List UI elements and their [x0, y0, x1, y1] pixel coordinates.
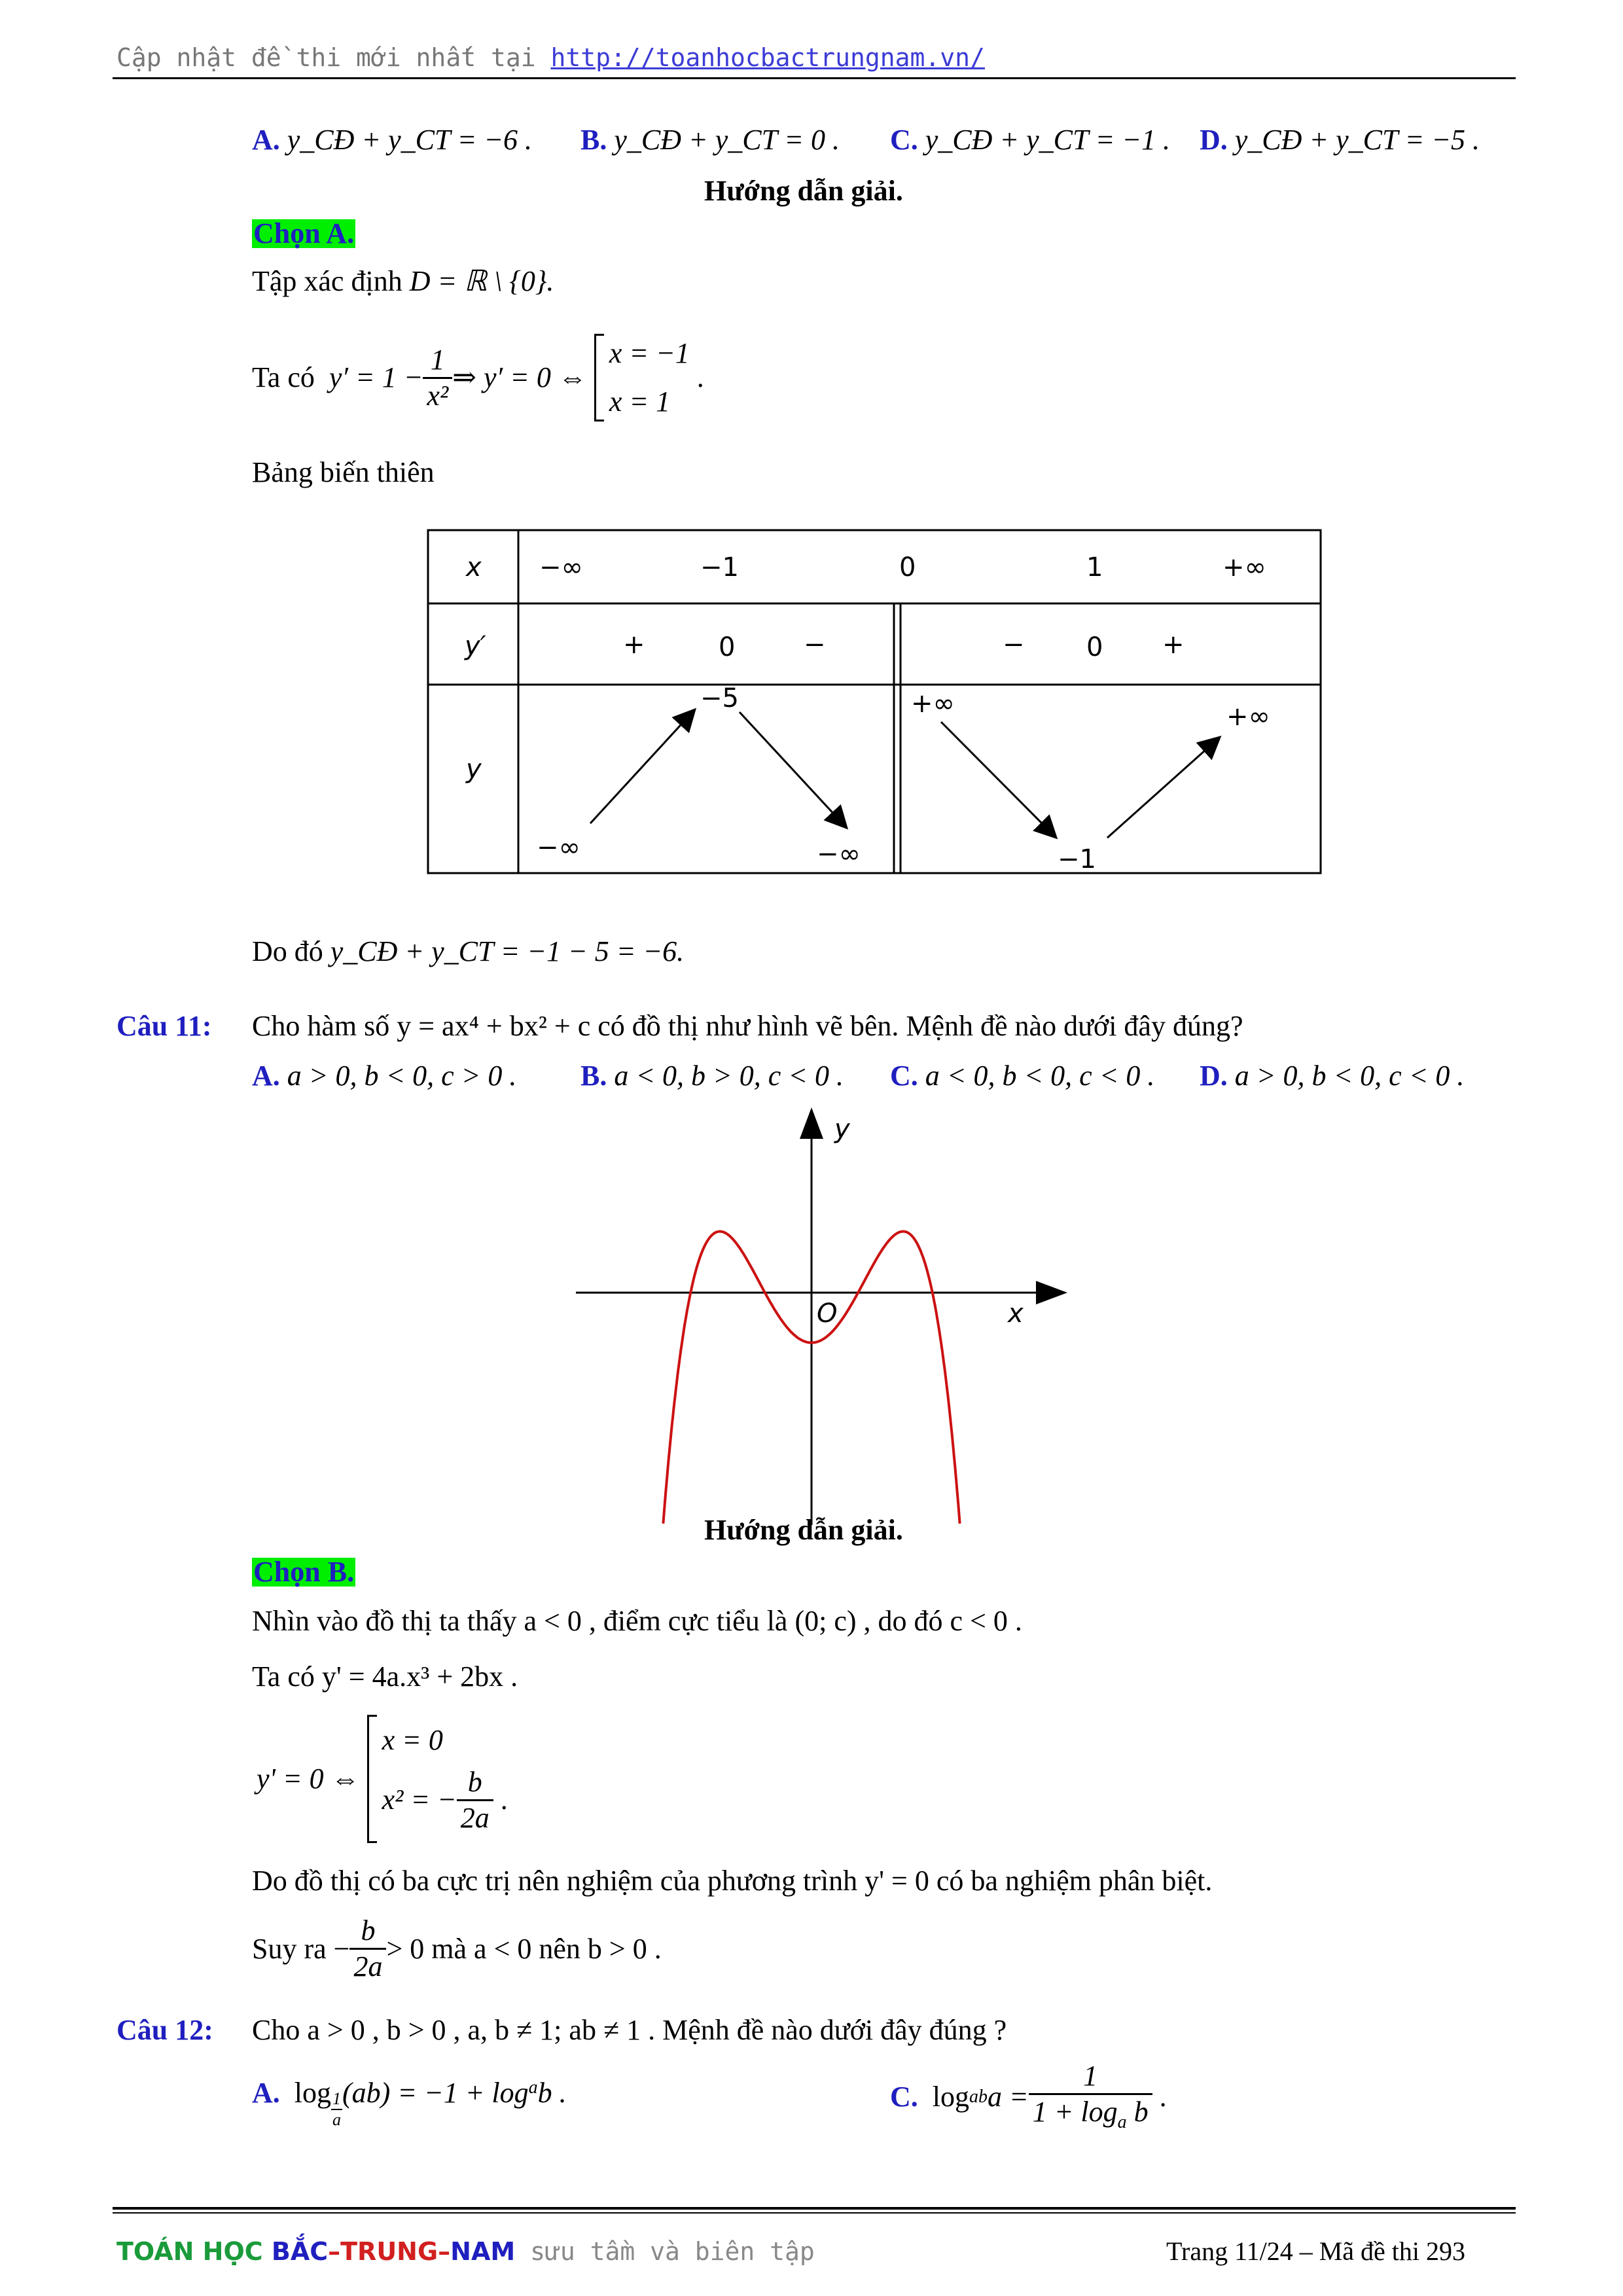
q11-option-a[interactable]: A. a > 0, b < 0, c > 0 .	[252, 1060, 517, 1092]
footer-brand: TOÁN HỌC BẮC–TRUNG–NAM sưu tầm và biên tập	[116, 2237, 815, 2266]
q10-table-title: Bảng biến thiên	[252, 456, 435, 488]
q10-option-a[interactable]: A. y_CĐ + y_CT = −6 .	[252, 124, 533, 156]
q11-stem: Cho hàm số y = ax⁴ + bx² + c có đồ thị như hình vẽ bên. Mệnh đề nào dưới đây đúng?	[252, 1010, 1243, 1042]
footer-rule-thin	[113, 2212, 1516, 2214]
q11-label: Câu 11:	[116, 1010, 212, 1042]
q10-option-b[interactable]: B. y_CĐ + y_CT = 0 .	[580, 124, 840, 156]
page-header	[116, 43, 985, 72]
yp-sign-plus-2: +	[1162, 630, 1185, 660]
header-text: Cập nhật đề thi mới nhất tại	[116, 43, 551, 72]
y-value-min: −1	[1058, 844, 1096, 874]
yp-sign-plus-1: +	[623, 630, 645, 660]
yp-sign-minus-1: −	[804, 630, 826, 660]
q11-line2: Ta có y' = 4a.x³ + 2bx .	[252, 1660, 518, 1693]
q11-option-c[interactable]: C. a < 0, b < 0, c < 0 .	[890, 1060, 1155, 1092]
y-axis-label: y	[834, 1114, 850, 1144]
quartic-graph	[576, 1106, 1073, 1532]
q11-guide-title: Hướng dẫn giải.	[704, 1514, 903, 1546]
q10-guide-title: Hướng dẫn giải.	[704, 175, 903, 207]
q10-option-c[interactable]: C. y_CĐ + y_CT = −1 .	[890, 124, 1171, 156]
y-value-neg-inf-left: −∞	[537, 833, 580, 863]
footer-rule	[113, 2207, 1516, 2210]
x-value-one: 1	[1086, 552, 1103, 583]
q11-line1: Nhìn vào đồ thị ta thấy a < 0 , điểm cực tiểu là (0; c) , do đó c < 0 .	[252, 1605, 1022, 1637]
footer-page-number: Trang 11/24 – Mã đề thi 293	[1166, 2236, 1466, 2266]
q10-solution-system: x = −1 x = 1	[594, 334, 690, 422]
yp-sign-minus-2: −	[1003, 630, 1025, 660]
arrow-down-1	[740, 712, 846, 827]
x-value-zero: 0	[899, 552, 916, 583]
row-label-x: x	[466, 552, 482, 583]
q10-derivative: Ta có y′ = 1 − $\frac{1}{\text{x²}}$ ⇒ y′ = 0 ⇔ x = −1 x = 1 .	[252, 334, 704, 422]
q10-conclusion: Do đó y_CĐ + y_CT = −1 − 5 = −6.	[252, 935, 685, 967]
q10-deriv-fraction: $\frac{1}{\text{x²}}$	[423, 346, 452, 410]
y-value-neg-inf-right: −∞	[817, 839, 861, 869]
yp-zero-2: 0	[1086, 632, 1103, 662]
y-value-pos-inf-left: +∞	[911, 689, 955, 719]
q10-option-b-expr: y_CĐ + y_CT = 0 .	[614, 124, 840, 156]
row-label-yp: y′	[465, 631, 486, 661]
q11-line4: Suy ra − $\frac{b}{2a}$ > 0 mà a < 0 nên b > 0 .	[252, 1914, 662, 1982]
q10-domain-expr: D = ℝ \ {0}.	[409, 265, 554, 297]
q10-conclusion-expr: y_CĐ + y_CT = −1 − 5 = −6.	[330, 935, 685, 967]
q10-option-c-expr: y_CĐ + y_CT = −1 .	[925, 124, 1171, 156]
q10-option-a-expr: y_CĐ + y_CT = −6 .	[287, 124, 533, 156]
arrow-up-2	[1107, 738, 1219, 838]
q12-option-c[interactable]: C. log ab a = $\frac{1}{1 + \log_a b}$ .	[890, 2060, 1167, 2132]
row-label-y: y	[466, 754, 482, 784]
q12-option-a[interactable]: A. log $\frac{1}{a}$ (ab) = −1 + log a b .	[252, 2077, 567, 2129]
x-value-neg-one: −1	[700, 552, 739, 583]
header-link[interactable]: http://toanhocbactrungnam.vn/	[550, 43, 985, 72]
q12-label: Câu 12:	[116, 2014, 213, 2046]
y-value-max: −5	[700, 683, 739, 713]
origin-label: O	[817, 1299, 838, 1329]
q11-system: y' = 0 ⇔ x = 0 x² = − $\frac{b}{2a}$ .	[257, 1715, 508, 1843]
y-value-pos-inf-right: +∞	[1226, 702, 1270, 732]
q10-option-d[interactable]: D. y_CĐ + y_CT = −5 .	[1200, 124, 1480, 156]
x-axis-label: x	[1008, 1299, 1024, 1329]
q11-option-b[interactable]: B. a < 0, b > 0, c < 0 .	[580, 1060, 844, 1092]
header-rule	[113, 77, 1516, 79]
q11-line3: Do đồ thị có ba cực trị nên nghiệm của phương trình y' = 0 có ba nghiệm phân biệt.	[252, 1865, 1213, 1897]
q11-answer: Chọn B.	[253, 1556, 355, 1588]
yp-zero-1: 0	[719, 632, 736, 662]
q12-stem: Cho a > 0 , b > 0 , a, b ≠ 1; ab ≠ 1 . Mệnh đề nào dưới đây đúng ?	[252, 2014, 1007, 2046]
arrow-up-1	[590, 711, 694, 823]
x-value-neg-inf: −∞	[539, 552, 583, 583]
q10-option-d-expr: y_CĐ + y_CT = −5 .	[1234, 124, 1480, 156]
q10-answer: Chọn A.	[253, 217, 355, 249]
q11-option-d[interactable]: D. a > 0, b < 0, c < 0 .	[1200, 1060, 1465, 1092]
x-value-pos-inf: +∞	[1222, 552, 1266, 583]
arrow-down-2	[941, 722, 1055, 836]
q10-domain: Tập xác định D = ℝ \ {0}.	[252, 265, 554, 297]
variation-table	[427, 529, 1323, 876]
